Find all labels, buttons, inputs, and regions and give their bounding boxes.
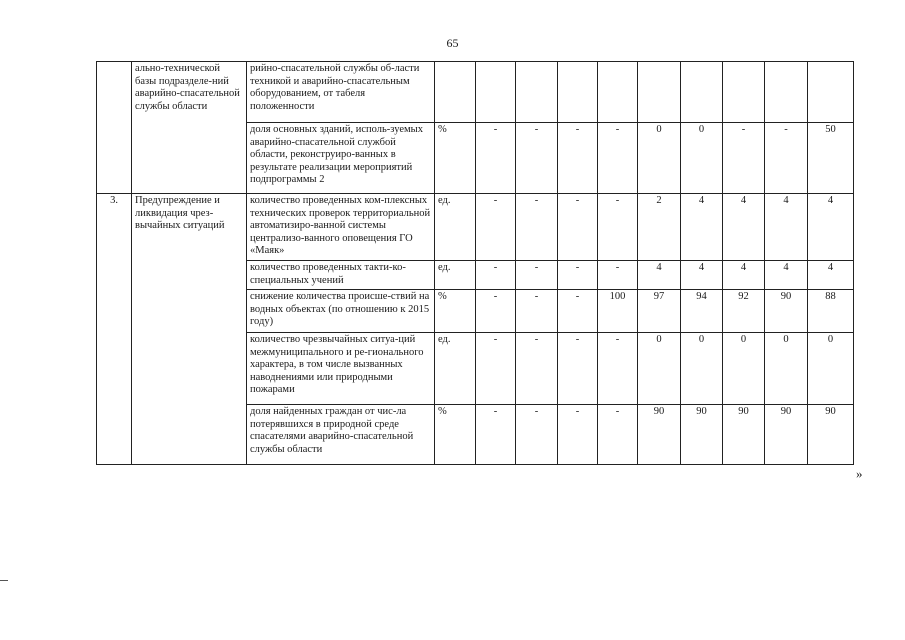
value-cell: - xyxy=(558,333,598,405)
value-cell: 50 xyxy=(808,123,854,194)
indicator-name: количество проведенных такти-ко-специальных учений xyxy=(247,261,435,290)
value-cell: 0 xyxy=(681,333,723,405)
value-cell xyxy=(516,62,558,123)
value-cell: - xyxy=(598,261,638,290)
closing-quote: » xyxy=(856,466,863,481)
value-cell: - xyxy=(476,290,516,333)
value-cell: 4 xyxy=(681,261,723,290)
value-cell xyxy=(808,62,854,123)
unit-cell: % xyxy=(435,290,476,333)
value-cell: - xyxy=(598,405,638,465)
value-cell: 0 xyxy=(638,123,681,194)
row-number xyxy=(97,62,132,194)
value-cell: 97 xyxy=(638,290,681,333)
value-cell: - xyxy=(476,333,516,405)
indicator-name: доля основных зданий, исполь-зуемых аварийно-спасательной службой области, реконструиро-ванных в результате реализации мероприятий подпрограммы 2 xyxy=(247,123,435,194)
value-cell: 4 xyxy=(723,194,765,261)
value-cell xyxy=(681,62,723,123)
value-cell: 4 xyxy=(808,261,854,290)
value-cell xyxy=(765,62,808,123)
value-cell: - xyxy=(476,405,516,465)
value-cell: - xyxy=(516,261,558,290)
value-cell: - xyxy=(765,123,808,194)
table-row xyxy=(97,194,854,261)
value-cell: 0 xyxy=(808,333,854,405)
value-cell: - xyxy=(476,261,516,290)
value-cell: 0 xyxy=(681,123,723,194)
value-cell: 0 xyxy=(765,333,808,405)
value-cell: - xyxy=(558,194,598,261)
value-cell: - xyxy=(516,290,558,333)
indicator-name: количество проведенных ком-плексных технических проверок территориальной автоматизиро-ванной системы централизо-ванного оповещения ГО «Маяк» xyxy=(247,194,435,261)
value-cell: - xyxy=(516,194,558,261)
task-cell: ально-технической базы подразделе-ний аварийно-спасательной службы области xyxy=(132,62,247,194)
value-cell: 90 xyxy=(681,405,723,465)
value-cell: - xyxy=(598,123,638,194)
value-cell: 4 xyxy=(765,194,808,261)
value-cell: 90 xyxy=(765,405,808,465)
indicators-table xyxy=(96,61,854,465)
value-cell: 4 xyxy=(681,194,723,261)
value-cell: 94 xyxy=(681,290,723,333)
value-cell xyxy=(558,62,598,123)
value-cell: - xyxy=(558,290,598,333)
value-cell: 100 xyxy=(598,290,638,333)
value-cell: - xyxy=(598,194,638,261)
indicator-name: доля найденных граждан от чис-ла потерявшихся в природной среде спасателями аварийно-спасательной службы области xyxy=(247,405,435,465)
value-cell: - xyxy=(558,405,598,465)
value-cell: - xyxy=(516,405,558,465)
value-cell: 4 xyxy=(638,261,681,290)
value-cell xyxy=(598,62,638,123)
value-cell: 2 xyxy=(638,194,681,261)
page-number: 65 xyxy=(446,36,459,50)
unit-cell: ед. xyxy=(435,194,476,261)
value-cell: 90 xyxy=(765,290,808,333)
value-cell: - xyxy=(723,123,765,194)
value-cell: - xyxy=(516,123,558,194)
value-cell: - xyxy=(558,261,598,290)
indicator-name: количество чрезвычайных ситуа-ций межмуниципального и ре-гионального характера, в том числе вызванных наводнениями или природными пожарами xyxy=(247,333,435,405)
value-cell: - xyxy=(558,123,598,194)
indicator-name: рийно-спасательной службы об-ласти техникой и аварийно-спасательным оборудованием, от табеля положенности xyxy=(247,62,435,123)
indicator-name: снижение количества происше-ствий на водных объектах (по отношению к 2015 году) xyxy=(247,290,435,333)
value-cell: 4 xyxy=(765,261,808,290)
task-cell: Предупреждение и ликвидация чрез-вычайных ситуаций xyxy=(132,194,247,465)
value-cell: 90 xyxy=(808,405,854,465)
value-cell: 4 xyxy=(808,194,854,261)
value-cell: - xyxy=(476,194,516,261)
value-cell: 88 xyxy=(808,290,854,333)
value-cell: - xyxy=(516,333,558,405)
unit-cell: % xyxy=(435,123,476,194)
value-cell: - xyxy=(598,333,638,405)
value-cell xyxy=(476,62,516,123)
value-cell xyxy=(723,62,765,123)
value-cell xyxy=(638,62,681,123)
value-cell: 92 xyxy=(723,290,765,333)
table-row xyxy=(97,62,854,123)
unit-cell: ед. xyxy=(435,261,476,290)
margin-mark xyxy=(0,580,8,581)
value-cell: 0 xyxy=(723,333,765,405)
unit-cell: % xyxy=(435,405,476,465)
unit-cell: ед. xyxy=(435,333,476,405)
value-cell: 4 xyxy=(723,261,765,290)
value-cell: 90 xyxy=(723,405,765,465)
unit-cell xyxy=(435,62,476,123)
value-cell: 90 xyxy=(638,405,681,465)
value-cell: 0 xyxy=(638,333,681,405)
row-number: 3. xyxy=(97,194,132,465)
value-cell: - xyxy=(476,123,516,194)
